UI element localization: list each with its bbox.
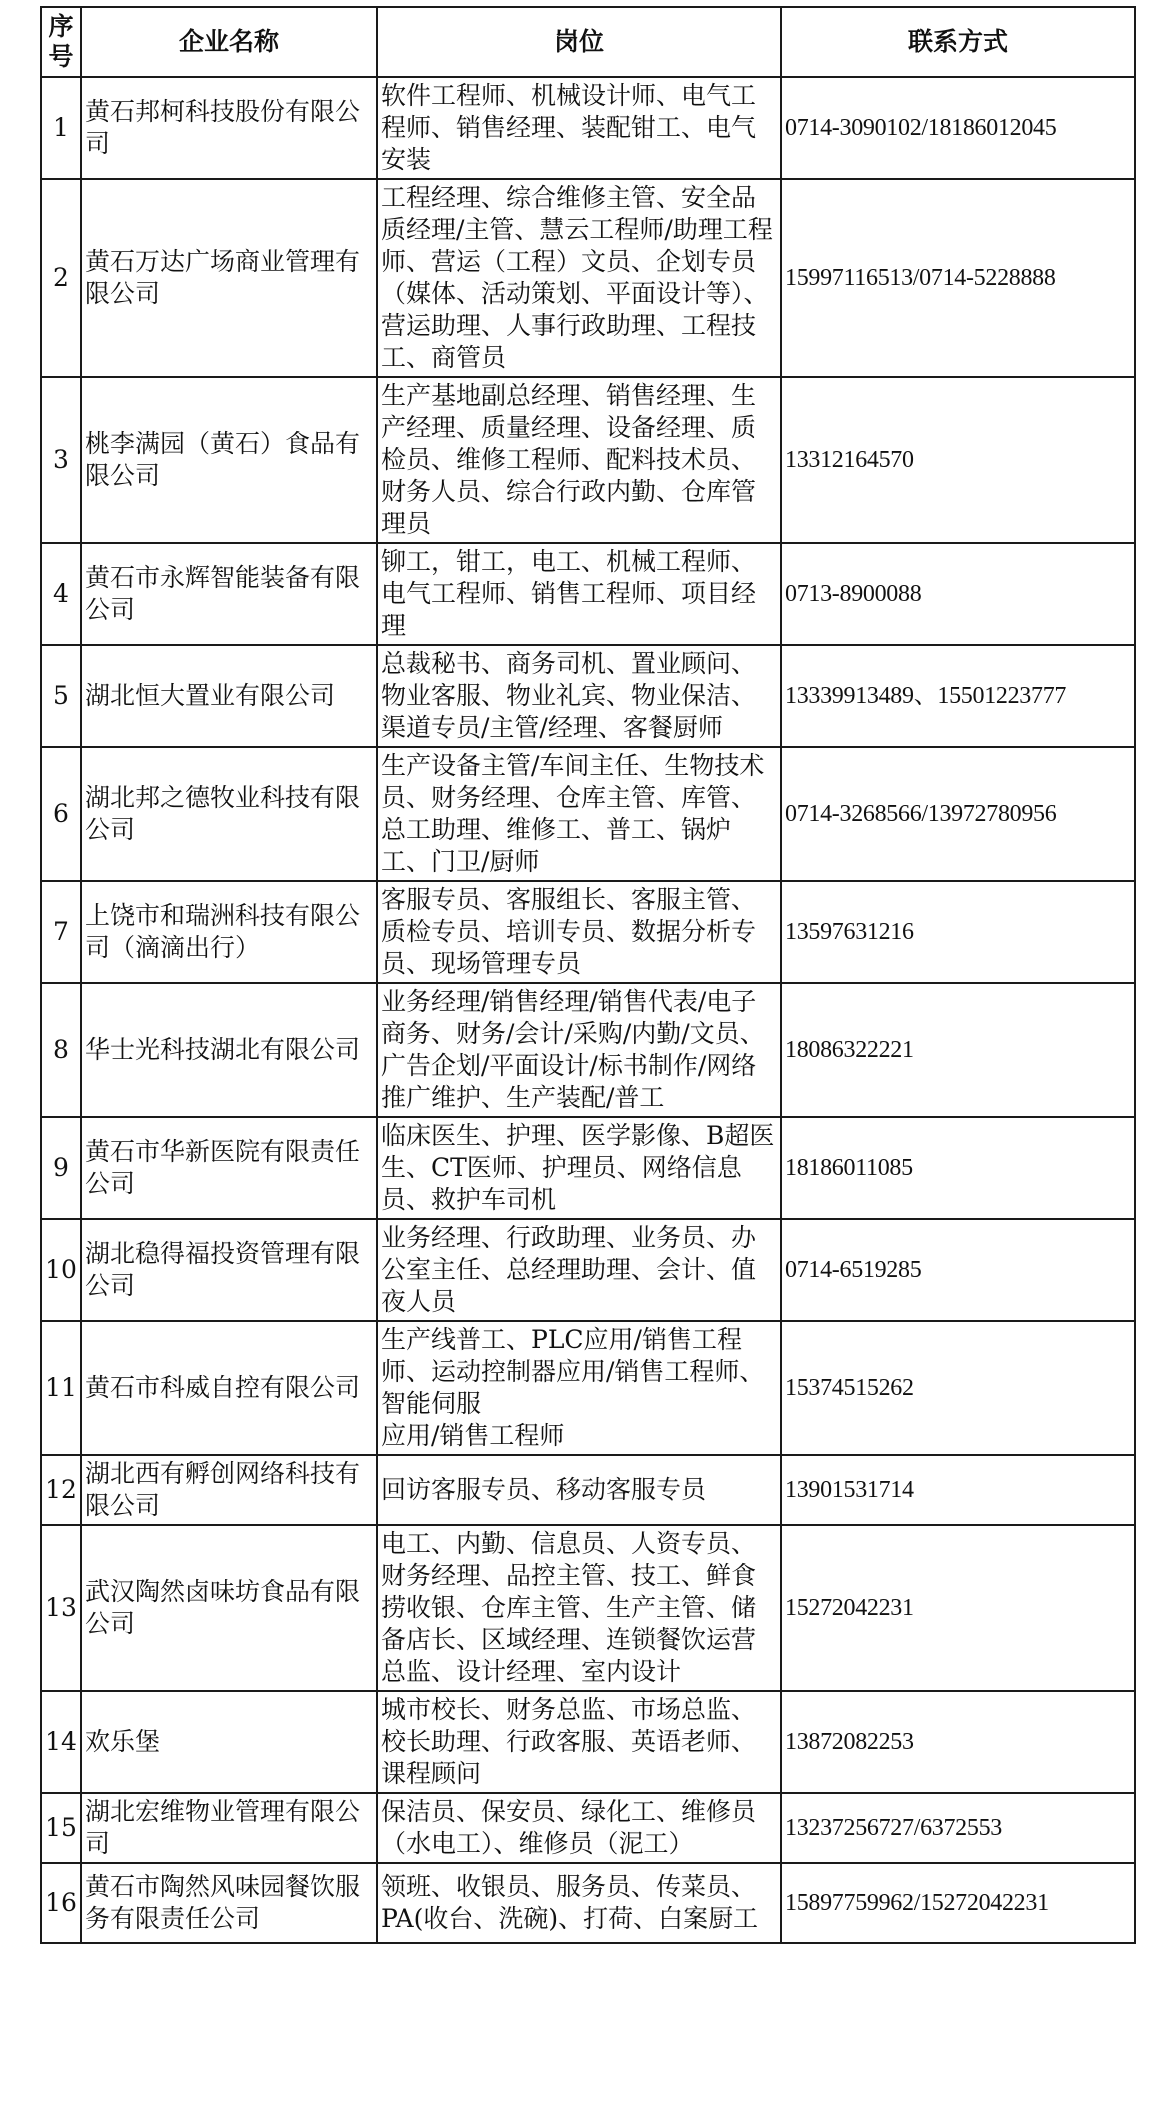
- table-row: [41, 1793, 1135, 1863]
- row-company-name: 武汉陶然卤味坊食品有限公司: [81, 1525, 377, 1691]
- row-serial-number: 6: [41, 747, 81, 881]
- table-row: [41, 983, 1135, 1117]
- row-serial-number: 15: [41, 1793, 81, 1863]
- table-row: [41, 1691, 1135, 1793]
- row-positions: 生产线普工、PLC应用/销售工程师、运动控制器应用/销售工程师、智能伺服 应用/销售工程师: [377, 1321, 781, 1455]
- row-positions: 铆工，钳工，电工、机械工程师、电气工程师、销售工程师、项目经理: [377, 543, 781, 645]
- row-contact: 13237256727/6372553: [781, 1793, 1135, 1863]
- row-contact: 13872082253: [781, 1691, 1135, 1793]
- row-contact: 18086322221: [781, 983, 1135, 1117]
- row-contact: 13312164570: [781, 377, 1135, 543]
- recruitment-table: [40, 6, 1136, 1944]
- row-serial-number: 3: [41, 377, 81, 543]
- row-positions: 电工、内勤、信息员、人资专员、财务经理、品控主管、技工、鲜食捞收银、仓库主管、生产主管、储备店长、区域经理、连锁餐饮运营总监、设计经理、室内设计: [377, 1525, 781, 1691]
- row-contact: 13597631216: [781, 881, 1135, 983]
- row-serial-number: 1: [41, 77, 81, 179]
- row-positions: 回访客服专员、移动客服专员: [377, 1455, 781, 1525]
- header-contact: 联系方式: [781, 7, 1135, 77]
- row-serial-number: 8: [41, 983, 81, 1117]
- table-row: [41, 1219, 1135, 1321]
- row-company-name: 湖北稳得福投资管理有限公司: [81, 1219, 377, 1321]
- row-serial-number: 7: [41, 881, 81, 983]
- row-contact: 15897759962/15272042231: [781, 1863, 1135, 1943]
- row-positions: 城市校长、财务总监、市场总监、校长助理、行政客服、英语老师、课程顾问: [377, 1691, 781, 1793]
- row-serial-number: 2: [41, 179, 81, 377]
- row-company-name: 华士光科技湖北有限公司: [81, 983, 377, 1117]
- header-positions: 岗位: [377, 7, 781, 77]
- row-company-name: 黄石市华新医院有限责任公司: [81, 1117, 377, 1219]
- row-contact: 0714-6519285: [781, 1219, 1135, 1321]
- row-contact: 0713-8900088: [781, 543, 1135, 645]
- table-row: [41, 179, 1135, 377]
- table-row: [41, 1117, 1135, 1219]
- row-serial-number: 13: [41, 1525, 81, 1691]
- table-row: [41, 377, 1135, 543]
- row-serial-number: 11: [41, 1321, 81, 1455]
- table-row: [41, 1321, 1135, 1455]
- row-company-name: 黄石万达广场商业管理有限公司: [81, 179, 377, 377]
- row-positions: 生产设备主管/车间主任、生物技术员、财务经理、仓库主管、库管、总工助理、维修工、普工、锅炉工、门卫/厨师: [377, 747, 781, 881]
- row-positions: 业务经理/销售经理/销售代表/电子商务、财务/会计/采购/内勤/文员、广告企划/平面设计/标书制作/网络推广维护、生产装配/普工: [377, 983, 781, 1117]
- row-serial-number: 5: [41, 645, 81, 747]
- row-contact: 15374515262: [781, 1321, 1135, 1455]
- row-positions: 客服专员、客服组长、客服主管、质检专员、培训专员、数据分析专员、现场管理专员: [377, 881, 781, 983]
- table-row: [41, 747, 1135, 881]
- table-header-row: [41, 7, 1135, 77]
- header-company-name: 企业名称: [81, 7, 377, 77]
- row-serial-number: 9: [41, 1117, 81, 1219]
- table-row: [41, 1455, 1135, 1525]
- row-company-name: 上饶市和瑞洲科技有限公司（滴滴出行）: [81, 881, 377, 983]
- recruitment-document: [40, 6, 1134, 1944]
- row-company-name: 黄石市永辉智能装备有限公司: [81, 543, 377, 645]
- row-serial-number: 16: [41, 1863, 81, 1943]
- table-row: [41, 1525, 1135, 1691]
- row-company-name: 湖北邦之德牧业科技有限公司: [81, 747, 377, 881]
- row-serial-number: 4: [41, 543, 81, 645]
- row-company-name: 湖北恒大置业有限公司: [81, 645, 377, 747]
- row-contact: 0714-3090102/18186012045: [781, 77, 1135, 179]
- row-serial-number: 12: [41, 1455, 81, 1525]
- row-contact: 0714-3268566/13972780956: [781, 747, 1135, 881]
- row-positions: 业务经理、行政助理、业务员、办公室主任、总经理助理、会计、值夜人员: [377, 1219, 781, 1321]
- table-row: [41, 543, 1135, 645]
- table-row: [41, 881, 1135, 983]
- row-contact: 13901531714: [781, 1455, 1135, 1525]
- table-row: [41, 645, 1135, 747]
- table-row: [41, 77, 1135, 179]
- table-row: [41, 1863, 1135, 1943]
- row-company-name: 桃李满园（黄石）食品有限公司: [81, 377, 377, 543]
- row-positions: 软件工程师、机械设计师、电气工程师、销售经理、装配钳工、电气安装: [377, 77, 781, 179]
- row-contact: 15272042231: [781, 1525, 1135, 1691]
- table-body: [41, 77, 1135, 1943]
- row-company-name: 湖北宏维物业管理有限公司: [81, 1793, 377, 1863]
- row-company-name: 欢乐堡: [81, 1691, 377, 1793]
- row-serial-number: 14: [41, 1691, 81, 1793]
- row-positions: 临床医生、护理、医学影像、B超医生、CT医师、护理员、网络信息员、救护车司机: [377, 1117, 781, 1219]
- row-serial-number: 10: [41, 1219, 81, 1321]
- row-company-name: 黄石邦柯科技股份有限公司: [81, 77, 377, 179]
- row-contact: 13339913489、15501223777: [781, 645, 1135, 747]
- row-positions: 生产基地副总经理、销售经理、生产经理、质量经理、设备经理、质检员、维修工程师、配料技术员、财务人员、综合行政内勤、仓库管理员: [377, 377, 781, 543]
- row-contact: 18186011085: [781, 1117, 1135, 1219]
- row-company-name: 黄石市陶然风味园餐饮服务有限责任公司: [81, 1863, 377, 1943]
- row-company-name: 黄石市科威自控有限公司: [81, 1321, 377, 1455]
- row-company-name: 湖北西有孵创网络科技有限公司: [81, 1455, 377, 1525]
- row-positions: 保洁员、保安员、绿化工、维修员（水电工）、维修员（泥工）: [377, 1793, 781, 1863]
- row-positions: 总裁秘书、商务司机、置业顾问、物业客服、物业礼宾、物业保洁、渠道专员/主管/经理、客餐厨师: [377, 645, 781, 747]
- row-positions: 工程经理、综合维修主管、安全品质经理/主管、慧云工程师/助理工程师、营运（工程）文员、企划专员（媒体、活动策划、平面设计等）、营运助理、人事行政助理、工程技工、商管员: [377, 179, 781, 377]
- row-contact: 15997116513/0714-5228888: [781, 179, 1135, 377]
- row-positions: 领班、收银员、服务员、传菜员、PA(收台、洗碗)、打荷、白案厨工: [377, 1863, 781, 1943]
- header-serial-number: 序号: [41, 7, 81, 77]
